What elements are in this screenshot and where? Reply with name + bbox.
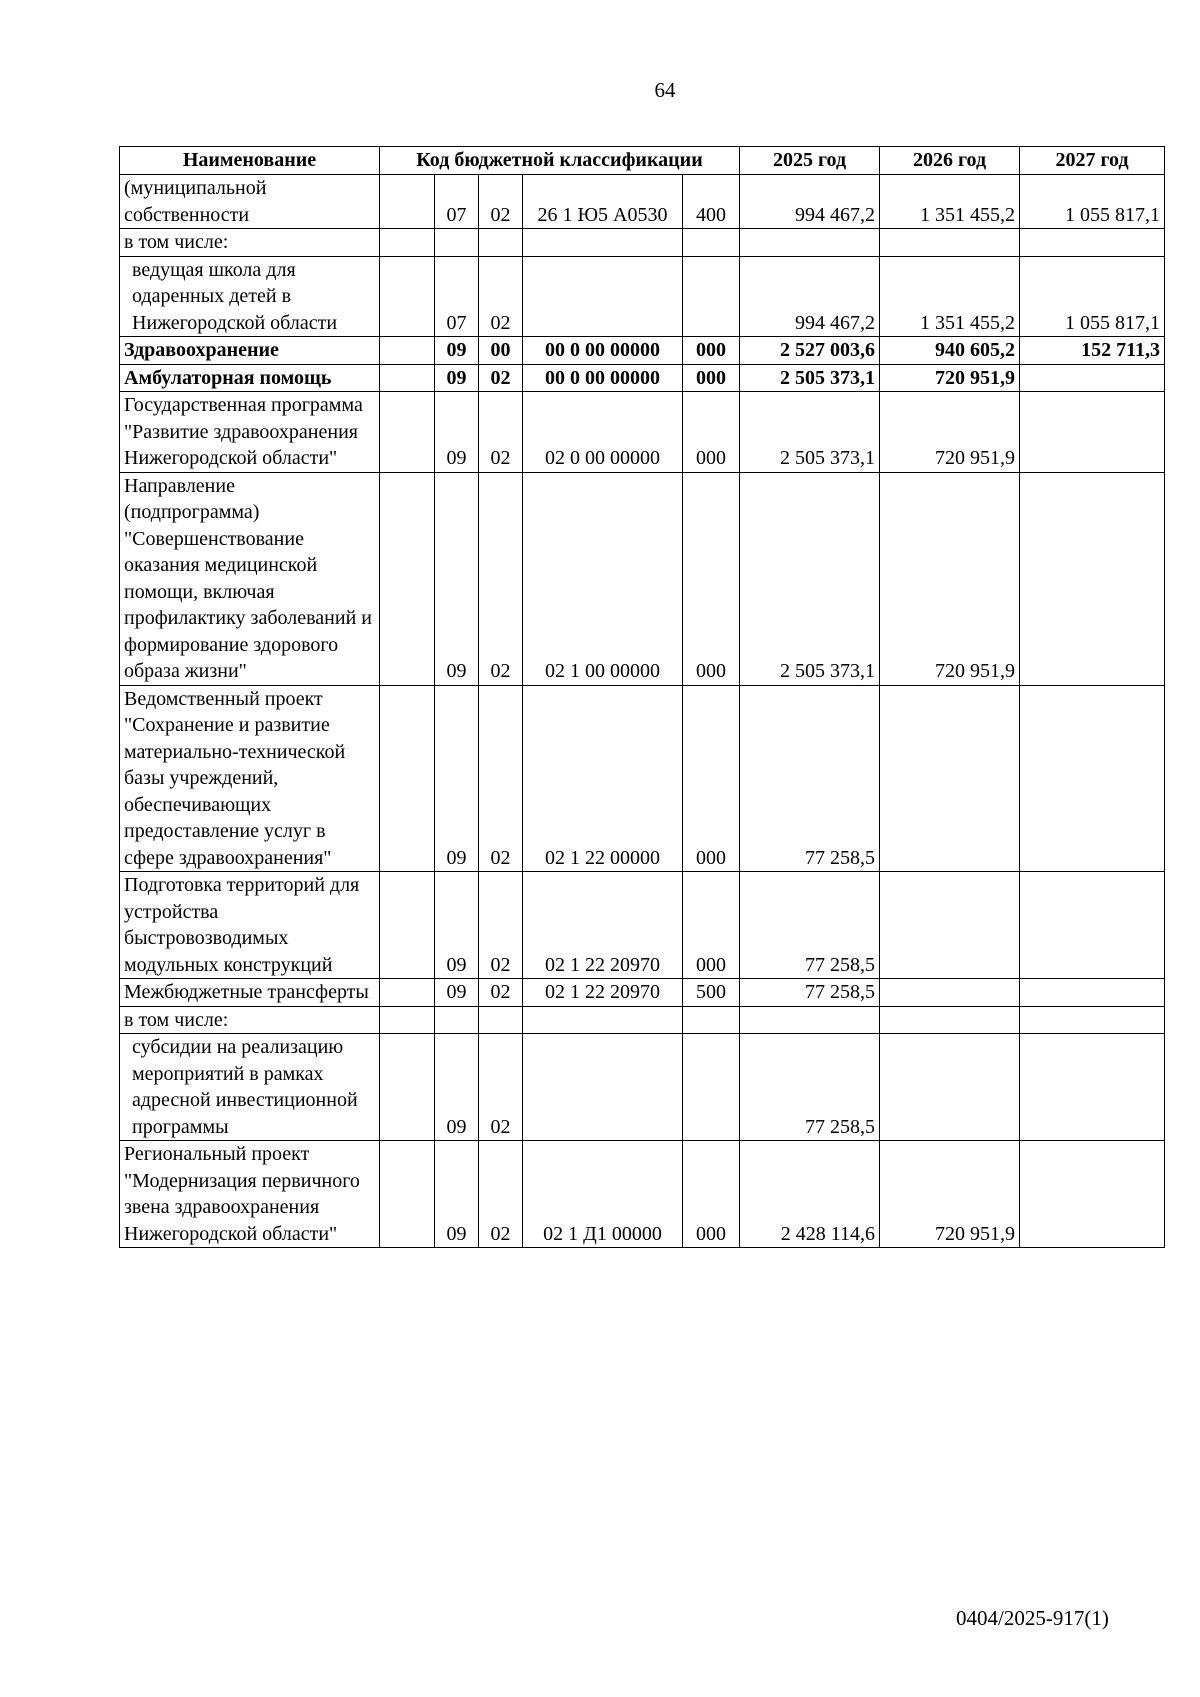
cell-section bbox=[435, 1006, 479, 1034]
cell-code-blank bbox=[380, 872, 435, 979]
cell-2025: 2 505 373,1 bbox=[740, 364, 880, 392]
cell-target-article bbox=[523, 256, 683, 337]
cell-2025: 2 428 114,6 bbox=[740, 1141, 880, 1248]
table-row bbox=[120, 472, 1165, 685]
cell-target-article: 02 1 22 20970 bbox=[523, 979, 683, 1007]
cell-2025: 2 505 373,1 bbox=[740, 392, 880, 473]
cell-2025 bbox=[740, 229, 880, 257]
cell-code-blank bbox=[380, 979, 435, 1007]
cell-code-blank bbox=[380, 364, 435, 392]
cell-name: Ведомственный проект "Сохранение и развитие материально-технической базы учреждений, обеспечивающих предоставление услуг в сфере здравоохранения" bbox=[120, 685, 380, 872]
cell-2027 bbox=[1020, 472, 1165, 685]
cell-2027: 1 055 817,1 bbox=[1020, 175, 1165, 229]
cell-2027 bbox=[1020, 364, 1165, 392]
cell-expense-type bbox=[683, 229, 740, 257]
cell-2025: 77 258,5 bbox=[740, 1034, 880, 1141]
table-row bbox=[120, 685, 1165, 872]
cell-2026: 1 351 455,2 bbox=[880, 175, 1020, 229]
cell-name: Здравоохранение bbox=[120, 337, 380, 365]
cell-2026 bbox=[880, 872, 1020, 979]
cell-section: 09 bbox=[435, 685, 479, 872]
cell-2026 bbox=[880, 1006, 1020, 1034]
cell-2025: 2 527 003,6 bbox=[740, 337, 880, 365]
cell-2027 bbox=[1020, 1006, 1165, 1034]
cell-subsection: 02 bbox=[479, 392, 523, 473]
document-code: 0404/2025-917(1) bbox=[956, 1606, 1109, 1630]
cell-2027 bbox=[1020, 872, 1165, 979]
cell-name: Государственная программа "Развитие здравоохранения Нижегородской области" bbox=[120, 392, 380, 473]
cell-section: 07 bbox=[435, 256, 479, 337]
cell-code-blank bbox=[380, 1006, 435, 1034]
cell-expense-type bbox=[683, 256, 740, 337]
cell-2025: 77 258,5 bbox=[740, 872, 880, 979]
cell-expense-type: 000 bbox=[683, 337, 740, 365]
cell-target-article: 00 0 00 00000 bbox=[523, 364, 683, 392]
cell-section: 09 bbox=[435, 872, 479, 979]
cell-name: Направление (подпрограмма) "Совершенствование оказания медицинской помощи, включая профилактику заболеваний и формирование здорового образа жизни" bbox=[120, 472, 380, 685]
cell-name: субсидии на реализацию мероприятий в рамках адресной инвестиционной программы bbox=[120, 1034, 380, 1141]
cell-target-article bbox=[523, 229, 683, 257]
cell-2025: 77 258,5 bbox=[740, 685, 880, 872]
cell-code-blank bbox=[380, 1034, 435, 1141]
cell-expense-type: 000 bbox=[683, 872, 740, 979]
cell-target-article bbox=[523, 1034, 683, 1141]
cell-2027 bbox=[1020, 1141, 1165, 1248]
cell-section: 09 bbox=[435, 392, 479, 473]
cell-target-article: 26 1 Ю5 А0530 bbox=[523, 175, 683, 229]
cell-2026: 720 951,9 bbox=[880, 392, 1020, 473]
table-body bbox=[120, 175, 1165, 1248]
cell-expense-type: 000 bbox=[683, 685, 740, 872]
cell-2026 bbox=[880, 685, 1020, 872]
cell-2026: 720 951,9 bbox=[880, 472, 1020, 685]
cell-subsection bbox=[479, 229, 523, 257]
cell-expense-type: 000 bbox=[683, 1141, 740, 1248]
cell-section: 09 bbox=[435, 364, 479, 392]
cell-2026 bbox=[880, 1034, 1020, 1141]
cell-2026 bbox=[880, 979, 1020, 1007]
cell-subsection: 02 bbox=[479, 1034, 523, 1141]
cell-expense-type: 000 bbox=[683, 472, 740, 685]
table-row bbox=[120, 1141, 1165, 1248]
cell-2025 bbox=[740, 1006, 880, 1034]
cell-expense-type: 000 bbox=[683, 364, 740, 392]
header-code: Код бюджетной классификации bbox=[380, 147, 740, 175]
cell-code-blank bbox=[380, 472, 435, 685]
cell-code-blank bbox=[380, 229, 435, 257]
cell-subsection: 02 bbox=[479, 364, 523, 392]
cell-section: 09 bbox=[435, 337, 479, 365]
cell-2027 bbox=[1020, 979, 1165, 1007]
table-header-row bbox=[120, 147, 1165, 175]
table-row bbox=[120, 1034, 1165, 1141]
cell-2026: 720 951,9 bbox=[880, 1141, 1020, 1248]
cell-2025: 994 467,2 bbox=[740, 175, 880, 229]
cell-code-blank bbox=[380, 337, 435, 365]
cell-2027 bbox=[1020, 392, 1165, 473]
cell-2025: 994 467,2 bbox=[740, 256, 880, 337]
cell-name: Региональный проект "Модернизация первичного звена здравоохранения Нижегородской области" bbox=[120, 1141, 380, 1248]
table-row bbox=[120, 979, 1165, 1007]
cell-2025: 77 258,5 bbox=[740, 979, 880, 1007]
cell-2027 bbox=[1020, 685, 1165, 872]
cell-section: 09 bbox=[435, 979, 479, 1007]
table-row bbox=[120, 175, 1165, 229]
cell-name: ведущая школа для одаренных детей в Нижегородской области bbox=[120, 256, 380, 337]
cell-subsection: 00 bbox=[479, 337, 523, 365]
cell-target-article bbox=[523, 1006, 683, 1034]
cell-expense-type: 400 bbox=[683, 175, 740, 229]
table-row bbox=[120, 872, 1165, 979]
cell-subsection: 02 bbox=[479, 256, 523, 337]
cell-target-article: 02 1 22 20970 bbox=[523, 872, 683, 979]
cell-target-article: 02 1 Д1 00000 bbox=[523, 1141, 683, 1248]
cell-code-blank bbox=[380, 392, 435, 473]
cell-subsection: 02 bbox=[479, 472, 523, 685]
cell-2026: 1 351 455,2 bbox=[880, 256, 1020, 337]
cell-section: 09 bbox=[435, 472, 479, 685]
cell-2025: 2 505 373,1 bbox=[740, 472, 880, 685]
cell-target-article: 00 0 00 00000 bbox=[523, 337, 683, 365]
cell-name: Подготовка территорий для устройства быстровозводимых модульных конструкций bbox=[120, 872, 380, 979]
cell-2027: 1 055 817,1 bbox=[1020, 256, 1165, 337]
cell-subsection: 02 bbox=[479, 872, 523, 979]
cell-name: (муниципальной собственности bbox=[120, 175, 380, 229]
cell-subsection bbox=[479, 1006, 523, 1034]
cell-name: Амбулаторная помощь bbox=[120, 364, 380, 392]
header-2025: 2025 год bbox=[740, 147, 880, 175]
page-number: 64 bbox=[654, 78, 676, 102]
cell-name: Межбюджетные трансферты bbox=[120, 979, 380, 1007]
table-row bbox=[120, 364, 1165, 392]
budget-table bbox=[119, 146, 1165, 1248]
cell-subsection: 02 bbox=[479, 1141, 523, 1248]
cell-subsection: 02 bbox=[479, 979, 523, 1007]
cell-target-article: 02 0 00 00000 bbox=[523, 392, 683, 473]
cell-section: 09 bbox=[435, 1141, 479, 1248]
cell-2027 bbox=[1020, 229, 1165, 257]
cell-code-blank bbox=[380, 1141, 435, 1248]
cell-2027 bbox=[1020, 1034, 1165, 1141]
cell-name: в том числе: bbox=[120, 1006, 380, 1034]
table-row bbox=[120, 229, 1165, 257]
header-2026: 2026 год bbox=[880, 147, 1020, 175]
cell-subsection: 02 bbox=[479, 175, 523, 229]
header-2027: 2027 год bbox=[1020, 147, 1165, 175]
cell-target-article: 02 1 00 00000 bbox=[523, 472, 683, 685]
cell-2026 bbox=[880, 229, 1020, 257]
cell-section: 09 bbox=[435, 1034, 479, 1141]
cell-name: в том числе: bbox=[120, 229, 380, 257]
cell-section bbox=[435, 229, 479, 257]
cell-expense-type: 000 bbox=[683, 392, 740, 473]
cell-2027: 152 711,3 bbox=[1020, 337, 1165, 365]
header-name: Наименование bbox=[120, 147, 380, 175]
cell-expense-type bbox=[683, 1034, 740, 1141]
table-row bbox=[120, 392, 1165, 473]
cell-expense-type: 500 bbox=[683, 979, 740, 1007]
table-row bbox=[120, 256, 1165, 337]
cell-code-blank bbox=[380, 685, 435, 872]
cell-2026: 940 605,2 bbox=[880, 337, 1020, 365]
cell-2026: 720 951,9 bbox=[880, 364, 1020, 392]
table-row bbox=[120, 337, 1165, 365]
table-row bbox=[120, 1006, 1165, 1034]
cell-target-article: 02 1 22 00000 bbox=[523, 685, 683, 872]
cell-section: 07 bbox=[435, 175, 479, 229]
cell-code-blank bbox=[380, 256, 435, 337]
cell-expense-type bbox=[683, 1006, 740, 1034]
cell-subsection: 02 bbox=[479, 685, 523, 872]
cell-code-blank bbox=[380, 175, 435, 229]
